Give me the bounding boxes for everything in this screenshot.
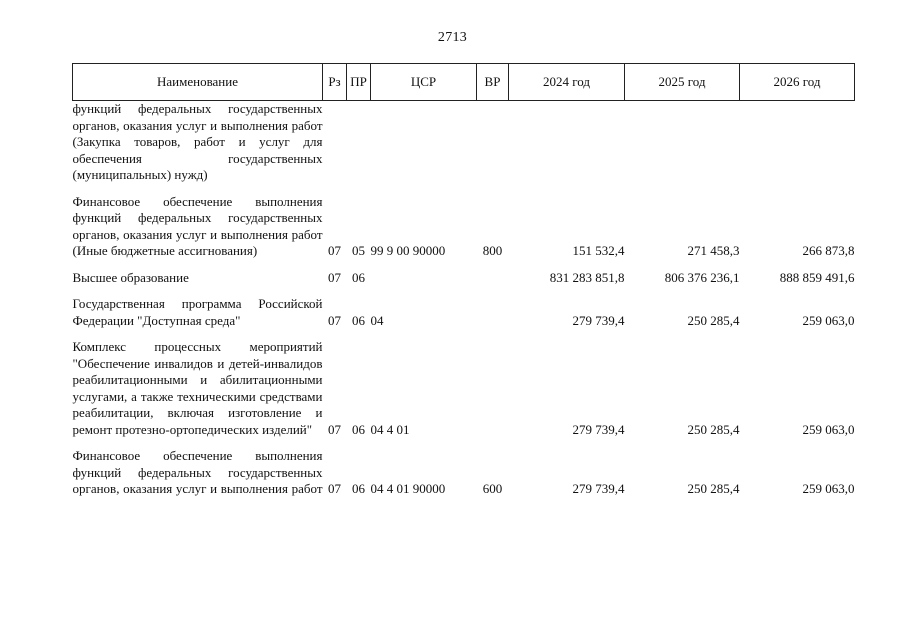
row-vr: [477, 286, 509, 329]
row-pr: [347, 101, 371, 184]
row-rz: 07: [328, 243, 341, 258]
row-csr: [371, 101, 477, 184]
row-2024: [509, 101, 625, 184]
row-rz: 07: [328, 312, 341, 328]
row-pr: 06: [352, 269, 365, 285]
row-2025: 806 376 236,1: [664, 269, 740, 285]
col-header-vr: ВР: [477, 64, 509, 101]
col-header-2025: 2025 год: [625, 64, 740, 101]
row-2024: 831 283 851,8: [549, 269, 625, 285]
row-rz: 07: [328, 481, 341, 496]
row-2026: 266 873,8: [802, 243, 855, 258]
row-2024: 151 532,4: [572, 243, 625, 258]
row-vr: [477, 101, 509, 184]
row-csr: 04 4 01 90000: [370, 481, 446, 496]
table-row: [73, 101, 855, 184]
row-name: Финансовое обеспечение выполнения функций федеральных государственных органов, оказания услуг и выполнения работ (Иные бюджетные ассигнования): [72, 193, 323, 258]
row-rz: 07: [328, 421, 341, 437]
row-2025: 250 285,4: [687, 312, 740, 328]
table-row: [73, 260, 855, 287]
row-csr: [371, 260, 477, 287]
row-name: функций федеральных государственных органов, оказания услуг и выполнения работ (Закупка товаров, работ и услуг для обеспечения государственных (муниципальных) нужд): [72, 101, 323, 182]
col-header-name: Наименование: [73, 64, 323, 101]
col-header-2024: 2024 год: [509, 64, 625, 101]
row-2026: 888 859 491,6: [779, 269, 855, 285]
row-2024: 279 739,4: [572, 312, 625, 328]
budget-table: [72, 63, 855, 498]
row-csr: 04 4 01: [370, 421, 410, 437]
col-header-csr: ЦСР: [371, 64, 477, 101]
table-header-row: [73, 64, 855, 101]
row-2026: [740, 101, 855, 184]
row-pr: 06: [352, 481, 365, 496]
row-2025: 250 285,4: [687, 421, 740, 437]
row-name: Высшее образование: [72, 269, 189, 285]
col-header-rz: Рз: [323, 64, 347, 101]
row-pr: 06: [352, 421, 365, 437]
row-2024: 279 739,4: [572, 481, 625, 496]
table-row: [73, 438, 855, 498]
col-header-pr: ПР: [347, 64, 371, 101]
row-vr: [477, 329, 509, 438]
row-csr: 99 9 00 90000: [370, 243, 446, 258]
row-name: Государственная программа Российской Федерации "Доступная среда": [72, 296, 323, 328]
row-2026: 259 063,0: [802, 421, 855, 437]
row-vr: 600: [482, 481, 503, 496]
row-2024: 279 739,4: [572, 421, 625, 437]
row-pr: 06: [352, 312, 365, 328]
table-row: [73, 286, 855, 329]
row-name: Финансовое обеспечение выполнения функций федеральных государственных органов, оказания услуг и выполнения работ: [72, 448, 323, 496]
row-2025: [625, 101, 740, 184]
row-rz: 07: [328, 269, 341, 285]
row-name: Комплекс процессных мероприятий "Обеспечение инвалидов и детей-инвалидов реабилитационными и абилитационными услугами, а также техническими средствами реабилитации, включая изготовление и ремонт протезно-ортопедических изделий": [72, 339, 323, 437]
row-2026: 259 063,0: [802, 312, 855, 328]
row-pr: 05: [352, 243, 365, 258]
col-header-2026: 2026 год: [740, 64, 855, 101]
row-vr: 800: [482, 243, 503, 258]
row-2026: 259 063,0: [802, 481, 855, 496]
page-number: 2713: [437, 30, 468, 45]
row-vr: [477, 260, 509, 287]
table-row: [73, 184, 855, 260]
row-2025: 250 285,4: [687, 481, 740, 496]
row-csr: 04: [370, 312, 384, 328]
row-2025: 271 458,3: [687, 243, 740, 258]
row-rz: [323, 101, 347, 184]
table-row: [73, 329, 855, 438]
